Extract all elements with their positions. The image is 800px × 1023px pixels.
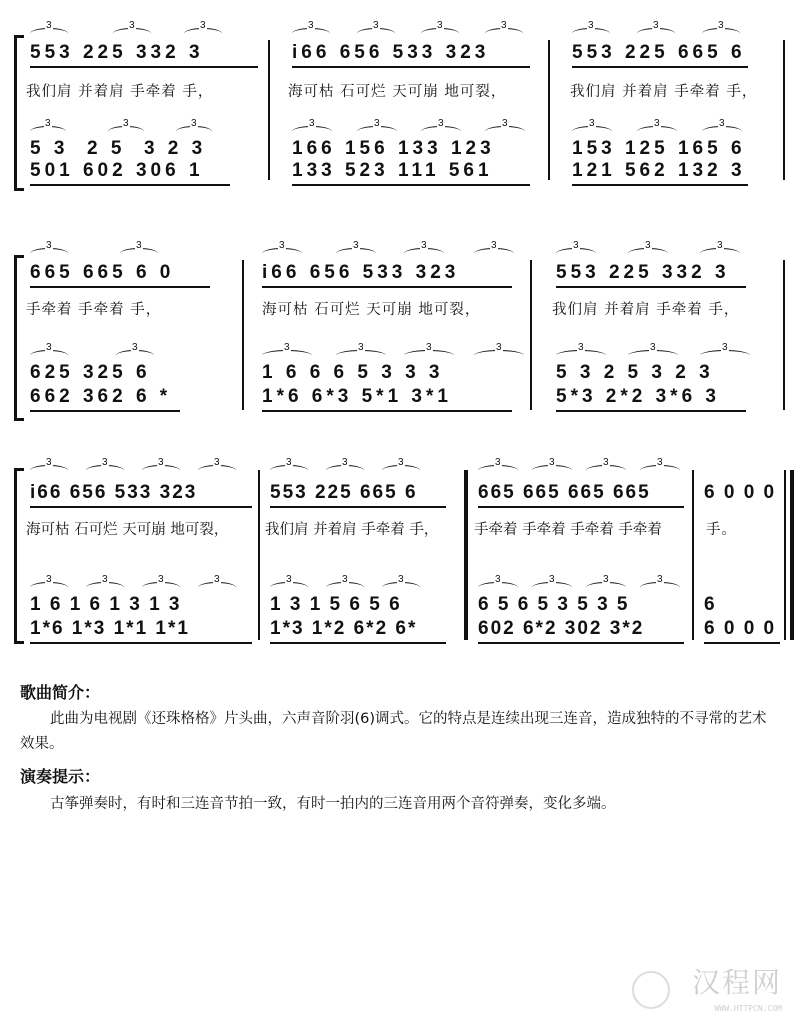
underline bbox=[478, 506, 684, 508]
lyric-line: 手。 bbox=[706, 522, 737, 538]
accompaniment-upper: 5 3 2 5 3 2 3 bbox=[30, 138, 207, 159]
lyric-line: 手牵着 手牵着 手， bbox=[26, 302, 162, 318]
underline bbox=[572, 184, 748, 186]
accompaniment-upper: 1 3 1 5 6 5 6 bbox=[270, 594, 402, 615]
underline bbox=[30, 184, 230, 186]
lyric-line: 手牵着 手牵着 手牵着 手牵着 bbox=[474, 522, 662, 538]
melody-bar: 553 225 332 3 bbox=[556, 262, 730, 283]
accompaniment-lower: 662 362 6 * bbox=[30, 386, 172, 407]
lyric-line: 海可枯 石可烂 天可崩 地可裂， bbox=[262, 302, 481, 318]
underline bbox=[30, 642, 252, 644]
lyric-line: 我们肩 并着肩 手牵着 手， bbox=[570, 84, 758, 100]
underline bbox=[30, 506, 252, 508]
tips-text: 古筝弹奏时，有时和三连音节拍一致，有时一拍内的三连音用两个音符弹奏，变化多端。 bbox=[50, 796, 616, 812]
lyric-line: 海可枯 石可烂 天可崩 地可裂， bbox=[26, 522, 229, 538]
accompaniment-upper: 153 125 165 6 bbox=[572, 138, 746, 159]
underline bbox=[30, 286, 210, 288]
accompaniment-upper: 1 6 6 6 5 3 3 3 bbox=[262, 362, 444, 383]
repeat-barline bbox=[464, 470, 468, 640]
underline bbox=[270, 506, 446, 508]
underline bbox=[30, 410, 180, 412]
accompaniment-lower: 5*3 2*2 3*6 3 bbox=[556, 386, 720, 407]
underline bbox=[572, 66, 748, 68]
barline bbox=[268, 40, 270, 180]
lyric-line: 我们肩 并着肩 手牵着 手， bbox=[265, 522, 439, 538]
intro-text: 此曲为电视剧《还珠格格》片头曲，六声音阶羽(6)调式。它的特点是连续出现三连音，造成独特的不寻常的艺术效果。 bbox=[20, 711, 767, 752]
underline bbox=[556, 286, 746, 288]
barline bbox=[242, 260, 244, 410]
final-barline bbox=[790, 470, 794, 640]
underline bbox=[262, 410, 512, 412]
accompaniment-upper: 1 6 1 6 1 3 1 3 bbox=[30, 594, 182, 615]
underline bbox=[556, 410, 746, 412]
underline bbox=[30, 66, 258, 68]
watermark-url: WWW.HTTPCN.COM bbox=[714, 1004, 782, 1013]
lyric-line: 我们肩 并着肩 手牵着 手， bbox=[552, 302, 740, 318]
accompaniment-upper: 625 325 6 bbox=[30, 362, 151, 383]
underline bbox=[292, 66, 530, 68]
melody-bar: 553 225 332 3 bbox=[30, 42, 204, 63]
accompaniment-lower: 501 602 306 1 bbox=[30, 160, 204, 181]
accompaniment-upper: 5 3 2 5 3 2 3 bbox=[556, 362, 714, 383]
accompaniment-upper: 6 bbox=[704, 594, 717, 615]
underline bbox=[478, 642, 684, 644]
intro-heading: 歌曲简介： bbox=[20, 683, 101, 702]
tips-heading: 演奏提示： bbox=[20, 767, 101, 786]
lyric-line: 我们肩 并着肩 手牵着 手， bbox=[26, 84, 214, 100]
melody-bar: 553 225 665 6 bbox=[270, 482, 418, 503]
melody-bar: 665 665 665 665 bbox=[478, 482, 651, 503]
underline bbox=[704, 642, 780, 644]
melody-bar: 665 665 6 0 bbox=[30, 262, 175, 283]
melody-bar: i66 656 533 323 bbox=[292, 42, 490, 63]
melody-bar: 553 225 665 6 bbox=[572, 42, 746, 63]
underline bbox=[292, 184, 530, 186]
system-brace bbox=[14, 255, 24, 421]
barline bbox=[530, 260, 532, 410]
system-brace bbox=[14, 35, 24, 191]
accompaniment-upper: 6 5 6 5 3 5 3 5 bbox=[478, 594, 630, 615]
accompaniment-lower: 6 0 0 0 bbox=[704, 618, 777, 639]
watermark-name: 汉程网 bbox=[691, 966, 782, 999]
barline bbox=[783, 260, 785, 410]
barline bbox=[783, 40, 785, 180]
melody-bar: i66 656 533 323 bbox=[262, 262, 460, 283]
underline bbox=[262, 286, 512, 288]
barline bbox=[548, 40, 550, 180]
accompaniment-lower: 1*6 6*3 5*1 3*1 bbox=[262, 386, 452, 407]
barline bbox=[784, 470, 786, 640]
system-brace bbox=[14, 468, 24, 644]
accompaniment-lower: 1*6 1*3 1*1 1*1 bbox=[30, 618, 190, 639]
accompaniment-upper: 166 156 133 123 bbox=[292, 138, 495, 159]
accompaniment-lower: 1*3 1*2 6*2 6* bbox=[270, 618, 418, 639]
barline bbox=[692, 470, 694, 640]
barline bbox=[258, 470, 260, 640]
melody-bar: 6 0 0 0 bbox=[704, 482, 777, 503]
melody-bar: i66 656 533 323 bbox=[30, 482, 198, 503]
lyric-line: 海可枯 石可烂 天可崩 地可裂， bbox=[288, 84, 507, 100]
accompaniment-lower: 121 562 132 3 bbox=[572, 160, 746, 181]
accompaniment-lower: 602 6*2 302 3*2 bbox=[478, 618, 645, 639]
watermark-logo-icon bbox=[632, 971, 670, 1009]
underline bbox=[270, 642, 446, 644]
accompaniment-lower: 133 523 111 561 bbox=[292, 160, 493, 181]
